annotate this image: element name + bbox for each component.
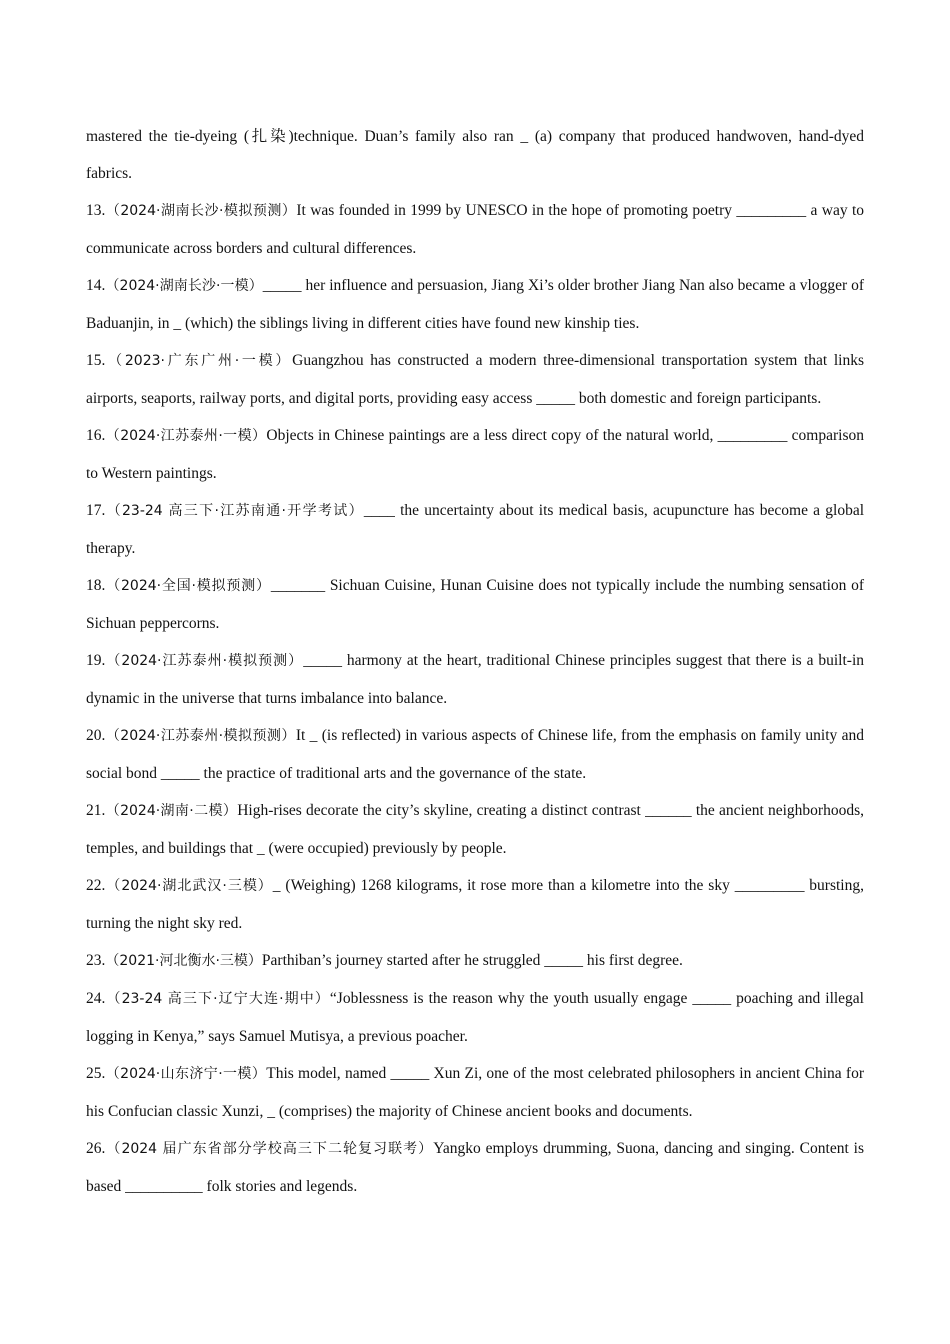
question-number: 14. — [86, 277, 106, 294]
question-number: 22. — [86, 877, 106, 894]
question-item — [86, 1130, 864, 1205]
question-item — [86, 867, 864, 942]
question-source: （2024 届广东省部分学校高三下二轮复习联考） — [105, 1141, 434, 1157]
question-text: This model, named _____ Xun Zi, one of the most celebrated philosophers in ancient China for his Confucian classic Xunzi, _ (comprises) the majority of Chinese ancient books and documents. — [86, 1065, 864, 1120]
question-number: 26. — [86, 1140, 106, 1157]
question-text: Parthiban’s journey started after he struggled _____ his first degree. — [261, 952, 683, 969]
question-number: 16. — [86, 427, 106, 444]
question-item — [86, 492, 864, 567]
question-item — [86, 1055, 864, 1130]
question-text: ____ the uncertainty about its medical basis, acupuncture has become a global therapy. — [86, 502, 864, 557]
question-source: （2024·全国·模拟预测） — [105, 578, 271, 594]
question-source: （2024·江苏泰州·模拟预测） — [105, 653, 304, 669]
question-source: （2024·湖北武汉·三模） — [105, 878, 273, 894]
document-page — [86, 118, 864, 1205]
question-item — [86, 342, 864, 417]
question-source: （23-24 高三下·辽宁大连·期中） — [105, 991, 330, 1007]
question-text: _____ her influence and persuasion, Jiang Xi’s older brother Jiang Nan also became a vlogger of Baduanjin, in _ (which) the siblings living in different cities have found new kinship ties. — [86, 277, 865, 332]
question-number: 20. — [86, 727, 106, 744]
question-text: It _ (is reflected) in various aspects of Chinese life, from the emphasis on family unity and social bond _____ the practice of traditional arts and the governance of the state. — [86, 727, 864, 782]
question-source: （2024·江苏泰州·模拟预测） — [105, 728, 296, 744]
question-item — [86, 717, 864, 792]
question-number: 17. — [86, 502, 106, 519]
question-item — [86, 567, 864, 642]
question-source: （2023·广东广州·一模） — [105, 353, 293, 369]
question-text: High-rises decorate the city’s skyline, creating a distinct contrast ______ the ancient neighborhoods, temples, and buildings that _ (were occupied) previously by people. — [86, 802, 865, 857]
question-item — [86, 192, 864, 267]
question-item — [86, 642, 864, 717]
question-number: 24. — [86, 990, 106, 1007]
question-number: 19. — [86, 652, 106, 669]
question-number: 25. — [86, 1065, 106, 1082]
question-text: _ (Weighing) 1268 kilograms, it rose more than a kilometre into the sky _________ bursting, turning the night sky red. — [86, 877, 864, 932]
question-number: 18. — [86, 577, 106, 594]
continuation-paragraph: mastered the tie-dyeing (扎染)technique. Duan’s family also ran _ (a) company that produced handwoven, hand-dyed fabrics. — [86, 128, 864, 182]
question-source: （2024·江苏泰州·一模） — [105, 428, 267, 444]
question-item — [86, 792, 864, 867]
question-source: （2024·湖南·二模） — [105, 803, 238, 819]
question-text: “Joblessness is the reason why the youth usually engage _____ poaching and illegal logging in Kenya,” says Samuel Mutisya, a previous poacher. — [86, 990, 864, 1045]
question-number: 23. — [86, 952, 106, 969]
question-source: （2021·河北衡水·三模） — [105, 953, 262, 969]
question-text: Guangzhou has constructed a modern three-dimensional transportation system that links airports, seaports, railway ports, and digital ports, providing easy access _____ both domestic and foreign participants. — [86, 352, 865, 407]
question-source: （2024·湖南长沙·一模） — [105, 278, 263, 294]
question-number: 15. — [86, 352, 106, 369]
question-list — [86, 192, 864, 1205]
question-text: Yangko employs drumming, Suona, dancing and singing. Content is based __________ folk stories and legends. — [86, 1140, 864, 1195]
question-text: It was founded in 1999 by UNESCO in the hope of promoting poetry _________ a way to communicate across borders and cultural differences. — [86, 202, 865, 257]
question-text: _______ Sichuan Cuisine, Hunan Cuisine does not typically include the numbing sensation of Sichuan peppercorns. — [86, 577, 864, 632]
question-item — [86, 417, 864, 492]
question-item — [86, 267, 864, 342]
question-source: （2024·湖南长沙·模拟预测） — [105, 203, 297, 219]
question-item — [86, 980, 864, 1055]
question-number: 13. — [86, 202, 106, 219]
question-number: 21. — [86, 802, 106, 819]
question-item — [86, 942, 864, 980]
question-text: _____ harmony at the heart, traditional Chinese principles suggest that there is a built-in dynamic in the universe that turns imbalance into balance. — [86, 652, 864, 707]
question-text: Objects in Chinese paintings are a less direct copy of the natural world, _________ comparison to Western paintings. — [86, 427, 864, 482]
question-source: （23-24 高三下·江苏南通·开学考试） — [105, 503, 364, 519]
question-source: （2024·山东济宁·一模） — [105, 1066, 267, 1082]
